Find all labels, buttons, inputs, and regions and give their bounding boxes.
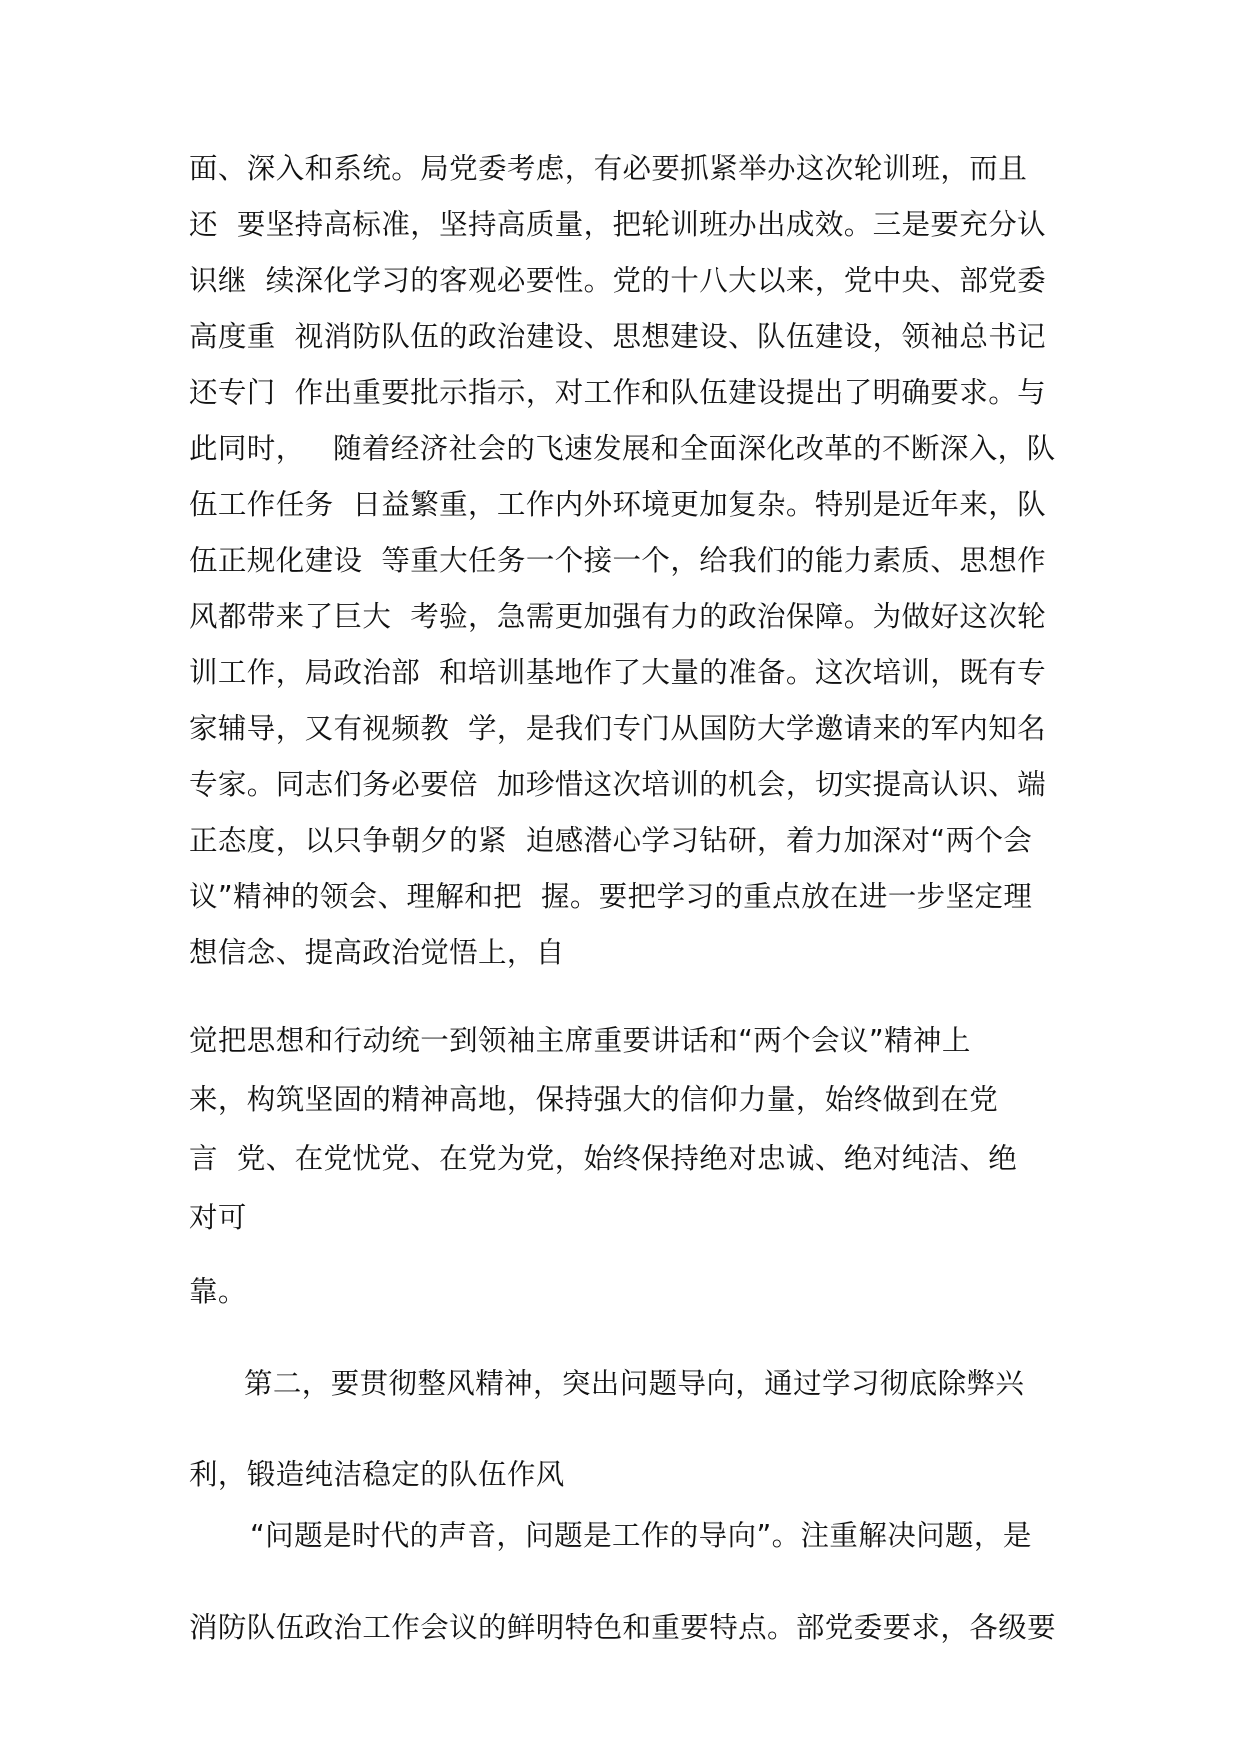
text-line: 来，构筑坚固的精神高地，保持强大的信仰力量，始终做到在党	[189, 1083, 999, 1116]
text-line: 靠。	[189, 1275, 247, 1308]
text-line: 言 党、在党忧党、在党为党，始终保持绝对忠诚、绝对纯洁、绝	[189, 1142, 1018, 1175]
text-line: 风都带来了巨大 考验，急需更加强有力的政治保障。为做好这次轮	[189, 600, 1047, 633]
text-line: 面、深入和系统。局党委考虑，有必要抓紧举办这次轮训班，而且	[189, 152, 1028, 185]
text-line: 想信念、提高政治觉悟上，自	[189, 936, 565, 969]
text-line: 对可	[189, 1201, 247, 1234]
text-line: 训工作，局政治部 和培训基地作了大量的准备。这次培训，既有专	[189, 656, 1047, 689]
text-line: 识继 续深化学习的客观必要性。党的十八大以来，党中央、部党委	[189, 264, 1047, 297]
paragraph-start: “问题是时代的声音，问题是工作的导向”。注重解决问题，是	[250, 1519, 1032, 1552]
section-heading-continued: 利，锻造纯洁稳定的队伍作风	[189, 1458, 565, 1491]
text-line: 议”精神的领会、理解和把 握。要把学习的重点放在进一步坚定理	[189, 880, 1033, 913]
text-line: 家辅导，又有视频教 学，是我们专门从国防大学邀请来的军内知名	[189, 712, 1047, 745]
text-line: 还专门 作出重要批示指示，对工作和队伍建设提出了明确要求。与	[189, 376, 1047, 409]
text-line: 伍工作任务 日益繁重，工作内外环境更加复杂。特别是近年来，队	[189, 488, 1047, 521]
text-line: 伍正规化建设 等重大任务一个接一个，给我们的能力素质、思想作	[189, 544, 1047, 577]
text-line: 觉把思想和行动统一到领袖主席重要讲话和“两个会议”精神上	[189, 1024, 971, 1057]
text-line: 还 要坚持高标准，坚持高质量，把轮训班办出成效。三是要充分认	[189, 208, 1047, 241]
text-line: 消防队伍政治工作会议的鲜明特色和重要特点。部党委要求，各级要	[189, 1611, 1057, 1644]
text-line: 此同时， 随着经济社会的飞速发展和全面深化改革的不断深入，队	[189, 432, 1056, 465]
text-line: 专家。同志们务必要倍 加珍惜这次培训的机会，切实提高认识、端	[189, 768, 1047, 801]
section-heading: 第二，要贯彻整风精神，突出问题导向，通过学习彻底除弊兴	[244, 1367, 1025, 1400]
text-line: 高度重 视消防队伍的政治建设、思想建设、队伍建设，领袖总书记	[189, 320, 1047, 353]
text-line: 正态度，以只争朝夕的紧 迫感潜心学习钻研，着力加深对“两个会	[189, 824, 1033, 857]
